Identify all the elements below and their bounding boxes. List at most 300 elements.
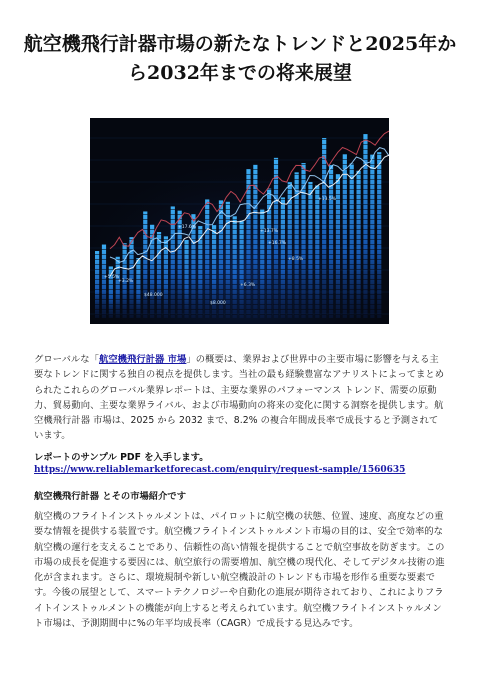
hero-bar-stripe <box>377 269 382 270</box>
hero-bar-stripe <box>122 274 127 275</box>
hero-bar-stripe <box>95 259 100 260</box>
hero-bar-stripe <box>177 234 182 235</box>
hero-bar-stripe <box>301 249 306 250</box>
hero-bar-stripe <box>308 274 313 275</box>
hero-bar-stripe <box>115 284 120 285</box>
hero-bar-stripe <box>232 234 237 235</box>
hero-bar-stripe <box>287 254 292 255</box>
hero-bar-stripe <box>342 194 347 195</box>
hero-bar-stripe <box>163 244 168 245</box>
hero-bar-stripe <box>101 269 106 270</box>
hero-bar-stripe <box>239 249 244 250</box>
sample-url-link[interactable]: https://www.reliablemarketforecast.com/enquiry/request-sample/1560635 <box>34 465 406 475</box>
hero-bar-stripe <box>218 294 223 295</box>
hero-bar-stripe <box>377 199 382 200</box>
hero-bar-stripe <box>198 274 203 275</box>
hero-bar-stripe <box>356 239 361 240</box>
hero-bar-stripe <box>239 244 244 245</box>
hero-bar-stripe <box>301 234 306 235</box>
hero-bar-stripe <box>267 284 272 285</box>
hero-bar-stripe <box>239 279 244 280</box>
hero-bar-stripe <box>273 204 278 205</box>
hero-bar-stripe <box>363 299 368 300</box>
hero-bar-stripe <box>370 264 375 265</box>
hero-bar-stripe <box>287 284 292 285</box>
hero-bar-stripe <box>294 249 299 250</box>
hero-bar-stripe <box>377 309 382 310</box>
hero-bar-stripe <box>301 309 306 310</box>
hero-bar-stripe <box>294 239 299 240</box>
hero-bar-stripe <box>273 269 278 270</box>
hero-bar-stripe <box>239 264 244 265</box>
hero-bar-stripe <box>191 289 196 290</box>
hero-bar-stripe <box>95 284 100 285</box>
hero-bar-stripe <box>356 309 361 310</box>
hero-bar-stripe <box>363 194 368 195</box>
hero-bar-stripe <box>191 274 196 275</box>
hero-bar-stripe <box>308 244 313 245</box>
hero-bar-stripe <box>294 174 299 175</box>
hero-bar-stripe <box>129 259 134 260</box>
hero-bar-stripe <box>342 274 347 275</box>
hero-bar-stripe <box>253 194 258 195</box>
hero-bar-stripe <box>377 214 382 215</box>
hero-bar-stripe <box>308 214 313 215</box>
hero-bar-stripe <box>356 219 361 220</box>
hero-bar-stripe <box>342 309 347 310</box>
hero-bar-stripe <box>356 314 361 315</box>
hero-bar-stripe <box>205 219 210 220</box>
hero-bar-stripe <box>191 264 196 265</box>
hero-bar-stripe <box>163 269 168 270</box>
hero-bar-stripe <box>211 299 216 300</box>
hero-bar-stripe <box>363 189 368 190</box>
hero-bar-stripe <box>315 279 320 280</box>
hero-bar-stripe <box>156 259 161 260</box>
hero-bar-stripe <box>143 224 148 225</box>
hero-bar-stripe <box>225 209 230 210</box>
hero-bar-stripe <box>205 279 210 280</box>
hero-bar-stripe <box>232 249 237 250</box>
hero-bar-stripe <box>301 289 306 290</box>
hero-bar-stripe <box>356 254 361 255</box>
hero-bar-stripe <box>377 254 382 255</box>
hero-bar-stripe <box>260 294 265 295</box>
hero-bar-stripe <box>356 249 361 250</box>
hero-bar-stripe <box>370 249 375 250</box>
hero-bar-stripe <box>218 259 223 260</box>
hero-bar-stripe <box>198 284 203 285</box>
hero-bar-stripe <box>267 214 272 215</box>
hero-bar-stripe <box>225 239 230 240</box>
hero-bar-stripe <box>349 199 354 200</box>
hero-bar-stripe <box>246 254 251 255</box>
hero-bar-stripe <box>170 309 175 310</box>
hero-bar <box>377 152 381 318</box>
hero-bar <box>184 240 188 318</box>
hero-bar-stripe <box>273 224 278 225</box>
hero-bar-stripe <box>294 269 299 270</box>
hero-bar-stripe <box>328 284 333 285</box>
hero-bar-stripe <box>349 269 354 270</box>
hero-bar-stripe <box>177 299 182 300</box>
hero-bar-stripe <box>335 189 340 190</box>
hero-bar-stripe <box>356 184 361 185</box>
hero-bar-stripe <box>287 264 292 265</box>
hero-bar-stripe <box>205 214 210 215</box>
hero-bar-stripe <box>349 244 354 245</box>
hero-bar-stripe <box>253 259 258 260</box>
hero-bar-stripe <box>253 274 258 275</box>
hero-bar-stripe <box>280 299 285 300</box>
hero-bar-stripe <box>273 209 278 210</box>
hero-bar-stripe <box>136 304 141 305</box>
hero-bar-stripe <box>184 284 189 285</box>
hero-bar-stripe <box>294 309 299 310</box>
hero-bar-stripe <box>150 299 155 300</box>
hero-bar-stripe <box>328 269 333 270</box>
hero-bar-stripe <box>170 239 175 240</box>
hero-bar-stripe <box>322 254 327 255</box>
hero-bar-stripe <box>273 299 278 300</box>
hero-bar-stripe <box>246 309 251 310</box>
hero-bar-stripe <box>301 224 306 225</box>
hero-bar-stripe <box>349 214 354 215</box>
hero-bar-stripe <box>308 229 313 230</box>
hero-bar-stripe <box>260 224 265 225</box>
hero-bar-stripe <box>101 264 106 265</box>
hero-bar-stripe <box>122 299 127 300</box>
hero-bar-stripe <box>328 294 333 295</box>
hero-bar-stripe <box>211 274 216 275</box>
hero-bar-stripe <box>239 254 244 255</box>
hero-bar-stripe <box>370 254 375 255</box>
hero-bar-stripe <box>267 304 272 305</box>
hero-bar-stripe <box>205 289 210 290</box>
hero-bar-stripe <box>239 309 244 310</box>
hero-bar-stripe <box>294 234 299 235</box>
hero-bar-stripe <box>315 239 320 240</box>
hero-bar-stripe <box>115 269 120 270</box>
hero-bar-stripe <box>184 294 189 295</box>
hero-bar-stripe <box>163 274 168 275</box>
hero-bar-stripe <box>322 294 327 295</box>
hero-bar-stripe <box>335 289 340 290</box>
hero-bar-stripe <box>253 289 258 290</box>
hero-bar-stripe <box>156 314 161 315</box>
hero-bar-stripe <box>225 304 230 305</box>
hero-bar-stripe <box>225 229 230 230</box>
hero-bar-stripe <box>377 174 382 175</box>
hero-bar-stripe <box>308 199 313 200</box>
hero-bar-stripe <box>294 284 299 285</box>
hero-bar-stripe <box>287 314 292 315</box>
hero-bar-stripe <box>294 214 299 215</box>
hero-bar-stripe <box>370 189 375 190</box>
hero-bar-stripe <box>315 289 320 290</box>
hero-bar-stripe <box>150 284 155 285</box>
hero-bar-stripe <box>156 264 161 265</box>
hero-bar-stripe <box>377 209 382 210</box>
hero-bar-stripe <box>335 234 340 235</box>
hero-bar-stripe <box>163 314 168 315</box>
hero-bar-stripe <box>122 314 127 315</box>
hero-bar-stripe <box>370 159 375 160</box>
hero-bar-stripe <box>177 249 182 250</box>
hero-value-label: +17.6% <box>178 225 197 230</box>
hero-bar-stripe <box>287 269 292 270</box>
hero-bar-stripe <box>163 239 168 240</box>
hero-bar-stripe <box>156 269 161 270</box>
hero-bar-stripe <box>225 264 230 265</box>
hero-bar-stripe <box>280 264 285 265</box>
hero-bar-stripe <box>267 264 272 265</box>
hero-bar-stripe <box>335 249 340 250</box>
hero-bar-stripe <box>246 299 251 300</box>
hero-bar-stripe <box>342 314 347 315</box>
hero-bar-stripe <box>129 289 134 290</box>
hero-bar-stripe <box>198 264 203 265</box>
hero-bar <box>233 216 237 318</box>
hero-bar-stripe <box>308 269 313 270</box>
hero-bar-stripe <box>370 179 375 180</box>
hero-bar-stripe <box>136 314 141 315</box>
hero-bar-stripe <box>342 279 347 280</box>
hero-bar-stripe <box>246 234 251 235</box>
hero-bar-stripe <box>218 244 223 245</box>
market-link[interactable]: 航空機飛行計器 市場 <box>98 354 187 365</box>
hero-bar-stripe <box>280 199 285 200</box>
hero-bar-stripe <box>349 299 354 300</box>
hero-bar-stripe <box>163 264 168 265</box>
hero-bar-stripe <box>177 239 182 240</box>
hero-bar-stripe <box>287 279 292 280</box>
hero-bar-stripe <box>377 169 382 170</box>
hero-bar-stripe <box>301 194 306 195</box>
hero-bar-stripe <box>129 314 134 315</box>
hero-bar-stripe <box>308 219 313 220</box>
hero-bar-stripe <box>349 309 354 310</box>
hero-bar-stripe <box>184 314 189 315</box>
hero-bar-stripe <box>377 229 382 230</box>
hero-bar-stripe <box>95 274 100 275</box>
hero-bar-stripe <box>225 254 230 255</box>
hero-bar-stripe <box>129 254 134 255</box>
hero-bar-stripe <box>342 199 347 200</box>
hero-bar-stripe <box>239 239 244 240</box>
hero-bar-stripe <box>322 279 327 280</box>
hero-bar-stripe <box>377 259 382 260</box>
hero-bar-stripe <box>370 234 375 235</box>
hero-bar-stripe <box>239 304 244 305</box>
hero-bar-stripe <box>170 264 175 265</box>
hero-bar-stripe <box>156 249 161 250</box>
hero-bar-stripe <box>267 254 272 255</box>
hero-bar-stripe <box>143 269 148 270</box>
hero-bar-stripe <box>363 249 368 250</box>
hero-bar-stripe <box>342 289 347 290</box>
hero-bar-stripe <box>184 289 189 290</box>
hero-bar-stripe <box>184 259 189 260</box>
hero-bar-stripe <box>170 304 175 305</box>
hero-bar-stripe <box>101 259 106 260</box>
hero-bar-stripe <box>322 269 327 270</box>
hero-bar-stripe <box>301 244 306 245</box>
hero-bar-stripe <box>115 314 120 315</box>
hero-bar-stripe <box>205 254 210 255</box>
hero-bar-stripe <box>356 199 361 200</box>
hero-bar-stripe <box>315 219 320 220</box>
hero-bar-stripe <box>246 314 251 315</box>
hero-bar-stripe <box>101 289 106 290</box>
hero-bar-stripe <box>239 274 244 275</box>
hero-bar-stripe <box>335 284 340 285</box>
hero-bar-stripe <box>315 249 320 250</box>
hero-bar-stripe <box>349 279 354 280</box>
hero-bar-stripe <box>335 294 340 295</box>
hero-bar-stripe <box>342 204 347 205</box>
hero-bar-stripe <box>363 274 368 275</box>
hero-bar-stripe <box>280 259 285 260</box>
hero-bar-stripe <box>218 224 223 225</box>
hero-bar-stripe <box>205 239 210 240</box>
hero-bar-stripe <box>335 224 340 225</box>
hero-bar-stripe <box>95 289 100 290</box>
hero-bar-stripe <box>301 204 306 205</box>
hero-bar-stripe <box>342 184 347 185</box>
hero-bar-stripe <box>301 179 306 180</box>
hero-bar-stripe <box>363 239 368 240</box>
hero-bar-stripe <box>211 314 216 315</box>
intro-suffix: 」の概要は、業界および世界中の主要市場に影響を与える主要なトレンドに関する独自の視点を提供します。当社の最も経験豊富なアナリストによってまとめられたこれらのグローバル業界レポートは、主要な業界のパフォーマンス トレンド、需要の原動力、貿易動向、主要な業界ライバル、および市場動向の将来の変化に関する洞察を提供します。航空機飛行計器 市場は、2025 から 2032 まで、8.2% の複合年間成長率で成長すると予測されています。 <box>34 354 445 442</box>
hero-bar-stripe <box>342 249 347 250</box>
hero-bar-stripe <box>143 314 148 315</box>
hero-bar-stripe <box>349 284 354 285</box>
hero-bar-stripe <box>349 259 354 260</box>
hero-bar-stripe <box>260 279 265 280</box>
hero-bar <box>336 174 340 318</box>
hero-bar-stripe <box>328 274 333 275</box>
hero-bar-stripe <box>95 254 100 255</box>
hero-bar-stripe <box>232 229 237 230</box>
hero-bar-stripe <box>287 234 292 235</box>
hero-bar-stripe <box>342 269 347 270</box>
hero-bar-stripe <box>163 254 168 255</box>
hero-bar-stripe <box>301 299 306 300</box>
hero-bar <box>205 199 209 318</box>
hero-bar-stripe <box>253 179 258 180</box>
hero-bar-stripe <box>335 244 340 245</box>
hero-bar-stripe <box>370 284 375 285</box>
hero-bar-stripe <box>322 234 327 235</box>
hero-bar-stripe <box>232 289 237 290</box>
hero-bar-stripe <box>122 249 127 250</box>
hero-bar-stripe <box>246 264 251 265</box>
hero-bar-stripe <box>108 269 113 270</box>
hero-bar-stripe <box>232 244 237 245</box>
hero-bar-stripe <box>328 224 333 225</box>
hero-bar-stripe <box>322 139 327 140</box>
hero-bar-stripe <box>328 209 333 210</box>
hero-bar-stripe <box>335 279 340 280</box>
hero-bar-stripe <box>308 259 313 260</box>
hero-bar-stripe <box>294 254 299 255</box>
hero-bar-stripe <box>322 304 327 305</box>
hero-bar-stripe <box>342 229 347 230</box>
hero-bar-stripe <box>322 289 327 290</box>
hero-bar-stripe <box>342 259 347 260</box>
hero-bar-stripe <box>315 189 320 190</box>
hero-bar-stripe <box>273 274 278 275</box>
hero-bar-stripe <box>363 259 368 260</box>
hero-bar-stripe <box>335 209 340 210</box>
hero-bar-stripe <box>143 214 148 215</box>
hero-bar-stripe <box>177 309 182 310</box>
hero-bar-stripe <box>260 214 265 215</box>
hero-bar-stripe <box>260 209 265 210</box>
hero-bar-stripe <box>377 279 382 280</box>
hero-bar-stripe <box>308 184 313 185</box>
hero-bar-stripe <box>246 304 251 305</box>
hero-bar-stripe <box>225 279 230 280</box>
hero-bar-stripe <box>225 214 230 215</box>
hero-bar-stripe <box>101 299 106 300</box>
hero-bar-stripe <box>294 299 299 300</box>
hero-bar-stripe <box>184 249 189 250</box>
hero-bar-stripe <box>246 259 251 260</box>
hero-bar-stripe <box>108 289 113 290</box>
hero-bar-stripe <box>342 264 347 265</box>
hero-bar-stripe <box>205 234 210 235</box>
hero-bar-stripe <box>260 264 265 265</box>
hero-bar-stripe <box>198 259 203 260</box>
hero-bar-stripe <box>205 309 210 310</box>
hero-bar-stripe <box>143 284 148 285</box>
hero-bar-stripe <box>122 304 127 305</box>
hero-bar-stripe <box>342 284 347 285</box>
hero-bar-stripe <box>287 244 292 245</box>
hero-bar-stripe <box>356 214 361 215</box>
hero-bar-stripe <box>260 259 265 260</box>
hero-bar-stripe <box>129 304 134 305</box>
hero-bar-stripe <box>356 189 361 190</box>
hero-bar-stripe <box>322 284 327 285</box>
hero-bar-stripe <box>225 294 230 295</box>
hero-bar-stripe <box>363 284 368 285</box>
hero-bar-stripe <box>156 284 161 285</box>
hero-bar-stripe <box>267 249 272 250</box>
hero-bar-stripe <box>280 269 285 270</box>
hero-bar-stripe <box>253 314 258 315</box>
hero-bar-stripe <box>322 214 327 215</box>
hero-bar-stripe <box>287 209 292 210</box>
hero-bar-stripe <box>253 244 258 245</box>
hero-bar-stripe <box>377 304 382 305</box>
hero-bar-stripe <box>308 234 313 235</box>
hero-bar-stripe <box>246 209 251 210</box>
hero-bar-stripe <box>170 219 175 220</box>
hero-bar-stripe <box>225 299 230 300</box>
hero-bar-stripe <box>260 299 265 300</box>
hero-bar-stripe <box>294 204 299 205</box>
hero-bar-stripe <box>156 274 161 275</box>
hero-bar-stripe <box>356 234 361 235</box>
hero-bar-stripe <box>301 269 306 270</box>
hero-bar-stripe <box>211 229 216 230</box>
hero-bar-stripe <box>198 299 203 300</box>
hero-bar-stripe <box>246 239 251 240</box>
hero-bar-stripe <box>356 244 361 245</box>
